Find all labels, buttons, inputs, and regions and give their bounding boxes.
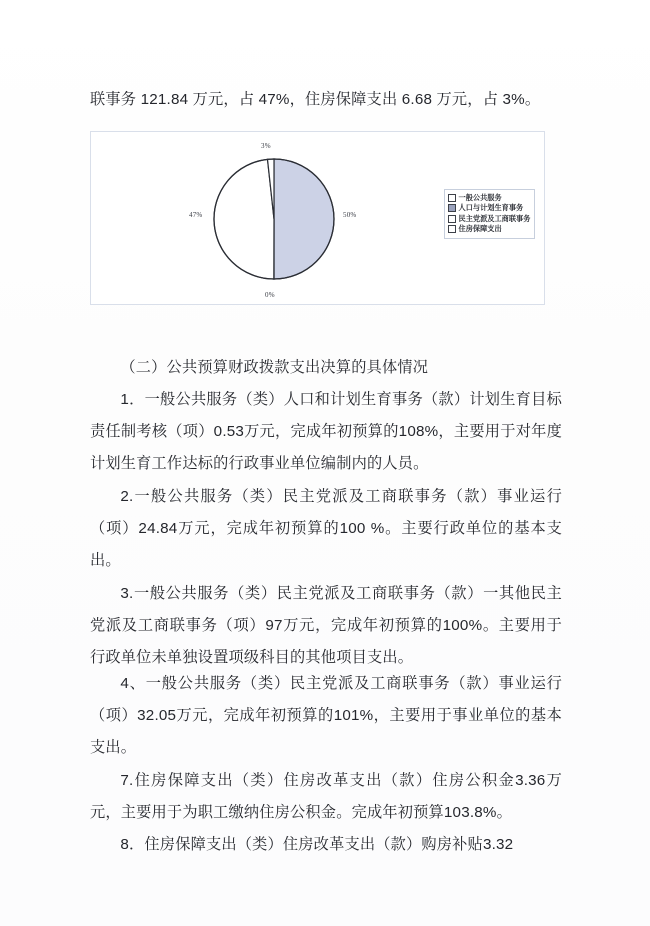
pie-slice-democratic-parties-federation xyxy=(214,159,274,279)
legend-swatch-icon-1 xyxy=(448,204,456,212)
lead-paragraph-text: 联事务 121.84 万元，占 47%，住房保障支出 6.68 万元，占 3%。 xyxy=(90,91,541,108)
paragraph-item-1-text: 1．一般公共服务（类）人口和计划生育事务（款）计划生育目标责任制考核（项）0.53万元，完成年初预算的108%，主要用于对年度计划生育工作达标的行政事业单位编制内的人员。 xyxy=(90,391,562,472)
legend-item-3 xyxy=(448,224,530,234)
pie-chart-plot-area xyxy=(189,142,357,299)
legend-label-3: 住房保障支出 xyxy=(458,224,502,233)
pie-label-housing-security: 3% xyxy=(261,142,271,150)
paragraph-item-4-text: 4、一般公共服务（类）民主党派及工商联事务（款）事业运行（项）32.05万元，完成年初预算的101%，主要用于事业单位的基本支出。 xyxy=(90,675,562,756)
paragraph-item-3 xyxy=(90,578,562,674)
paragraph-item-8-text: 8．住房保障支出（类）住房改革支出（款）购房补贴3.32 xyxy=(120,836,514,853)
paragraph-item-1 xyxy=(90,384,562,480)
paragraph-item-2 xyxy=(90,481,562,577)
paragraph-item-8 xyxy=(90,829,562,861)
pie-chart-figure xyxy=(90,131,545,305)
pie-label-general-public-service: 50% xyxy=(343,211,357,219)
legend-swatch-icon-0 xyxy=(448,194,456,202)
paragraph-item-7 xyxy=(90,765,562,829)
legend-swatch-icon-3 xyxy=(448,225,456,233)
paragraph-item-4 xyxy=(90,668,562,764)
section-heading-text: （二）公共预算财政拨款支出决算的具体情况 xyxy=(120,359,429,376)
legend-label-1: 人口与计划生育事务 xyxy=(458,203,524,212)
chart-legend xyxy=(444,189,535,239)
pie-chart-svg xyxy=(211,156,337,282)
legend-item-0 xyxy=(448,193,530,203)
pie-label-population-family-planning: 0% xyxy=(265,291,275,299)
pie-label-democratic-parties-federation: 47% xyxy=(189,211,203,219)
paragraph-item-7-text: 7.住房保障支出（类）住房改革支出（款）住房公积金3.36万元，主要用于为职工缴纳住房公积金。完成年初预算103.8%。 xyxy=(90,772,562,821)
pie-slice-general-public-service xyxy=(274,159,334,279)
legend-swatch-icon-2 xyxy=(448,215,456,223)
legend-item-1 xyxy=(448,203,530,213)
legend-item-2 xyxy=(448,214,530,224)
legend-label-2: 民主党派及工商联事务 xyxy=(458,213,531,223)
section-heading xyxy=(90,352,560,384)
paragraph-item-3-text: 3.一般公共服务（类）民主党派及工商联事务（款）一其他民主党派及工商联事务（项）97万元，完成年初预算的100%。主要用于行政单位未单独设置项级科目的其他项目支出。 xyxy=(90,585,562,666)
lead-paragraph xyxy=(90,84,562,116)
legend-label-0: 一般公共服务 xyxy=(458,192,502,202)
paragraph-item-2-text: 2.一般公共服务（类）民主党派及工商联事务（款）事业运行（项）24.84万元，完成年初预算的100 %。主要行政单位的基本支出。 xyxy=(90,488,562,569)
